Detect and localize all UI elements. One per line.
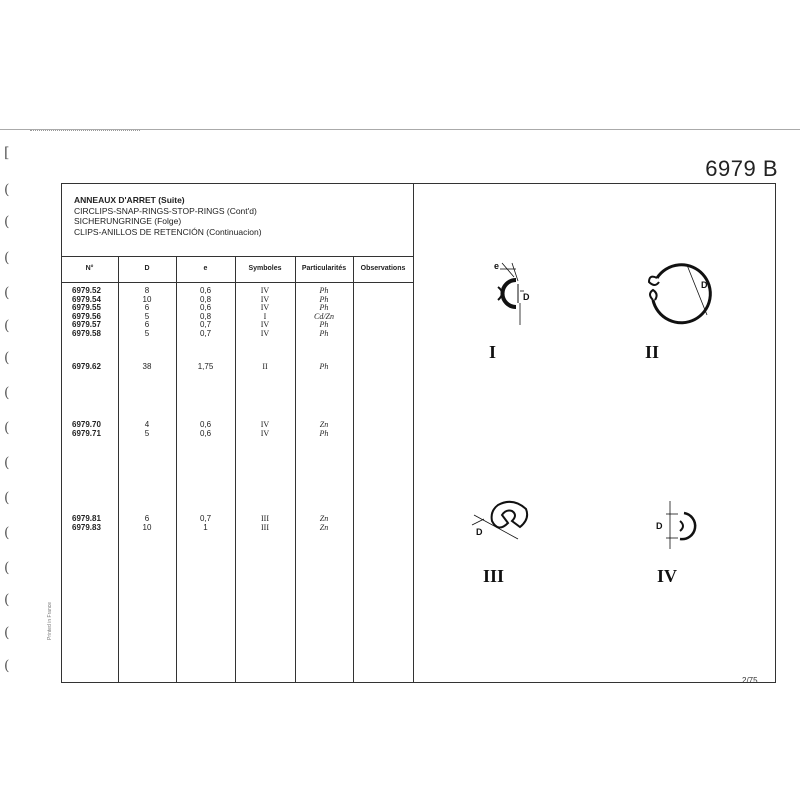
cell-particularity: Zn	[319, 522, 329, 532]
column-header-number: N°	[85, 265, 94, 272]
binder-mark: (	[4, 525, 10, 541]
cell-diameter: 6	[144, 320, 150, 330]
binder-mark: (	[4, 350, 10, 366]
cell-symbol: III	[261, 514, 269, 523]
diagram-iv-eclip	[652, 497, 712, 557]
cell-thickness: 1,75	[197, 362, 214, 371]
dimension-label: D	[523, 292, 530, 302]
binder-mark: (	[4, 250, 10, 266]
title-line-en: CIRCLIPS-SNAP-RINGS-STOP-RINGS (Cont'd)	[74, 205, 257, 216]
cell-diameter: 10	[142, 522, 152, 532]
column-header-particularities: Particularités	[301, 265, 347, 272]
binder-mark: (	[4, 318, 10, 334]
dimension-label: D	[476, 527, 483, 537]
cell-symbol: III	[261, 522, 269, 532]
faint-rule	[30, 130, 140, 131]
cell-symbol: I	[263, 311, 267, 321]
binder-mark: (	[4, 625, 10, 641]
cell-number: 6979.54	[72, 294, 101, 304]
cell-particularity: Zn	[319, 514, 329, 523]
cell-number: 6979.52	[72, 286, 101, 295]
cell-number: 6979.57	[72, 320, 101, 330]
title-rule	[61, 256, 413, 257]
cell-particularity: Ph	[319, 362, 329, 371]
binder-mark: (	[4, 658, 10, 674]
cell-particularity: Ph	[319, 286, 329, 295]
cell-diameter: 5	[144, 311, 150, 321]
cell-particularity: Cd/Zn	[313, 311, 334, 321]
cell-symbol: IV	[260, 428, 270, 438]
cell-diameter: 5	[144, 428, 150, 438]
cell-symbol: IV	[260, 320, 270, 330]
cell-symbol: IV	[260, 286, 270, 295]
cell-particularity: Ph	[319, 294, 329, 304]
cell-thickness: 0,6	[199, 286, 212, 295]
title-line-es: CLIPS-ANILLOS DE RETENCIÓN (Continuacion)	[74, 226, 262, 237]
cell-symbol: IV	[260, 420, 270, 429]
binder-mark: (	[4, 285, 10, 301]
column-header-observations: Observations	[360, 265, 406, 272]
cell-thickness: 0,7	[199, 320, 212, 330]
cell-thickness: 0,8	[199, 294, 212, 304]
cell-thickness: 0,6	[199, 303, 212, 313]
cell-number: 6979.71	[72, 428, 101, 438]
cell-diameter: 6	[144, 514, 150, 523]
cell-thickness: 0,6	[199, 428, 212, 438]
cell-thickness: 0,7	[199, 329, 212, 338]
cell-symbol: IV	[260, 294, 270, 304]
diagram-iii-clip	[468, 495, 548, 560]
cell-diameter: 5	[144, 329, 150, 338]
diagram-i-ring	[470, 255, 550, 335]
dimension-label: e	[494, 261, 500, 271]
cell-symbol: II	[262, 362, 268, 371]
cell-number: 6979.70	[72, 420, 101, 429]
cell-number: 6979.58	[72, 329, 101, 338]
column-header-e: e	[203, 265, 208, 272]
column-header-symbols: Symboles	[248, 265, 282, 272]
diagram-i-label: I	[489, 342, 497, 362]
cell-number: 6979.83	[72, 522, 101, 532]
cell-diameter: 4	[144, 420, 150, 429]
diagram-iii-label: III	[483, 566, 505, 586]
cell-thickness: 0,6	[199, 420, 212, 429]
column-header-d: D	[144, 265, 150, 272]
binder-mark: (	[4, 385, 10, 401]
title-line-fr: ANNEAUX D'ARRET (Suite)	[74, 195, 185, 205]
cell-symbol: IV	[260, 303, 270, 313]
binder-mark: (	[4, 490, 10, 506]
cell-diameter: 8	[144, 286, 150, 295]
document-number: 6979 B	[705, 156, 778, 181]
cell-particularity: Ph	[319, 428, 329, 438]
cell-number: 6979.56	[72, 311, 101, 321]
cell-symbol: IV	[260, 329, 270, 338]
printed-in-note: Printed in France	[47, 601, 53, 640]
binder-mark: (	[4, 420, 10, 436]
diagram-ii-label: II	[645, 342, 660, 362]
binder-mark: (	[4, 214, 10, 230]
diagram-iv-label: IV	[657, 566, 678, 586]
cell-particularity: Zn	[319, 420, 329, 429]
table-title	[74, 195, 262, 237]
cell-number: 6979.55	[72, 303, 101, 313]
dimension-label: D	[701, 280, 708, 290]
cell-thickness: 1	[203, 522, 208, 532]
cell-number: 6979.62	[72, 362, 101, 371]
cell-thickness: 0,8	[199, 311, 212, 321]
cell-particularity: Ph	[319, 329, 329, 338]
diagram-ii-ring	[635, 260, 725, 335]
cell-thickness: 0,7	[199, 514, 212, 523]
binder-mark: (	[4, 182, 10, 198]
cell-diameter: 10	[142, 294, 152, 304]
column-line	[353, 256, 354, 683]
cell-particularity: Ph	[319, 303, 329, 313]
page-number: 2/75	[742, 676, 758, 685]
title-line-de: SICHERUNGRINGE (Folge)	[74, 216, 182, 226]
column-header-rule	[61, 282, 413, 283]
dimension-label: D	[656, 521, 663, 531]
binder-mark: (	[4, 592, 10, 608]
binder-mark: (	[4, 560, 10, 576]
cell-number: 6979.81	[72, 514, 101, 523]
cell-diameter: 6	[144, 303, 150, 313]
cell-particularity: Ph	[319, 320, 329, 330]
binder-mark: (	[4, 455, 10, 471]
diagram-divider	[413, 183, 414, 683]
binder-mark: [	[4, 145, 10, 161]
cell-diameter: 38	[142, 362, 152, 371]
